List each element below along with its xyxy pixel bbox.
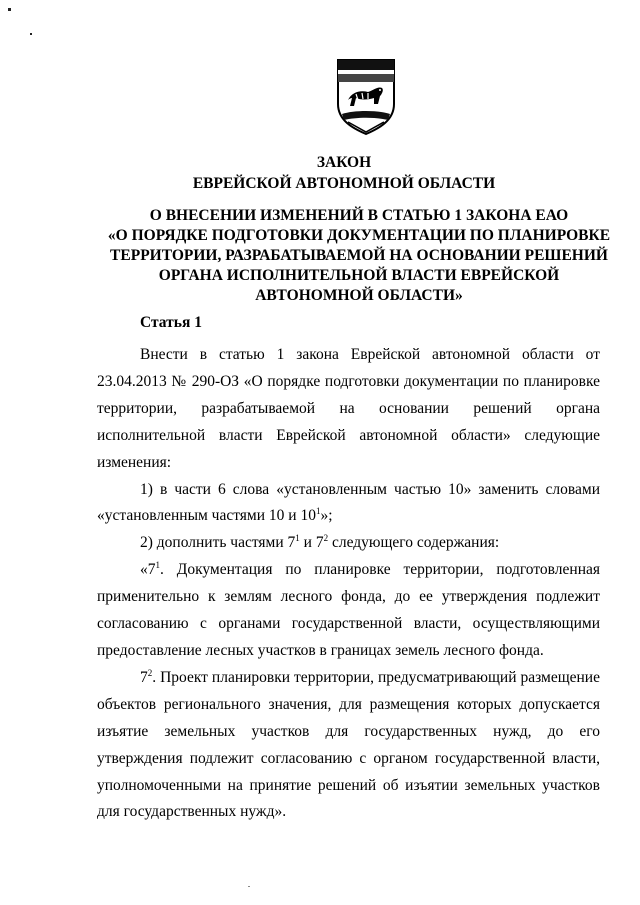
law-subtitle <box>94 206 624 306</box>
intro-paragraph: Внести в статью 1 закона Еврейской автономной области от 23.04.2013 № 290-ОЗ «О порядке подготовки документации по планировке территории, разрабатываемой на основании решений органа исполнительной власти Еврейской автономной области» следующие изменения: <box>97 346 600 471</box>
subtitle-line: ТЕРРИТОРИИ, РАЗРАБАТЫВАЕМОЙ НА ОСНОВАНИИ РЕШЕНИЙ <box>110 247 608 264</box>
law-region-title: ЕВРЕЙСКОЙ АВТОНОМНОЙ ОБЛАСТИ <box>192 175 496 192</box>
item-2-paragraph: 2) дополнить частями $7^1$ и $7^2$ следующего содержания: <box>140 533 500 552</box>
article-heading: Статья 1 <box>140 314 202 331</box>
part-7-2-paragraph: $7^2$. Проект планировки территории, предусматривающий размещение объектов регионального значения, для размещения которых допускается изъятие земельных участков для государственных нужд, до его утверждения подлежит согласованию с органом государственной власти, уполномоченными на принятие решений об изъятии земельных участков для государственных нужд». <box>97 667 600 821</box>
subtitle-line: «О ПОРЯДКЕ ПОДГОТОВКИ ДОКУМЕНТАЦИИ ПО ПЛАНИРОВКЕ <box>107 227 611 244</box>
part-7-1-paragraph: «$7^1$. Документация по планировке территории, подготовленная применительно к землям лесного фонда, до ее утверждения подлежит согласованию с органами государственной власти, осуществляющими предоставление лесных участков в границах земель лесного фонда. <box>97 560 600 659</box>
scan-speck <box>8 8 11 11</box>
item-1-paragraph: 1) в части 6 слова «установленным частью 10» заменить словами «установленным частями 10 и $10^1$»; <box>97 480 600 525</box>
scan-speck <box>248 886 250 887</box>
coat-of-arms-emblem <box>334 56 398 136</box>
scan-speck <box>30 33 32 35</box>
article-body <box>97 342 600 826</box>
law-title: ЗАКОН <box>316 154 372 171</box>
subtitle-line: ОРГАНА ИСПОЛНИТЕЛЬНОЙ ВЛАСТИ ЕВРЕЙСКОЙ <box>158 267 560 284</box>
subtitle-line: АВТОНОМНОЙ ОБЛАСТИ» <box>255 287 463 304</box>
subtitle-line: О ВНЕСЕНИИ ИЗМЕНЕНИЙ В СТАТЬЮ 1 ЗАКОНА ЕАО <box>149 207 569 224</box>
